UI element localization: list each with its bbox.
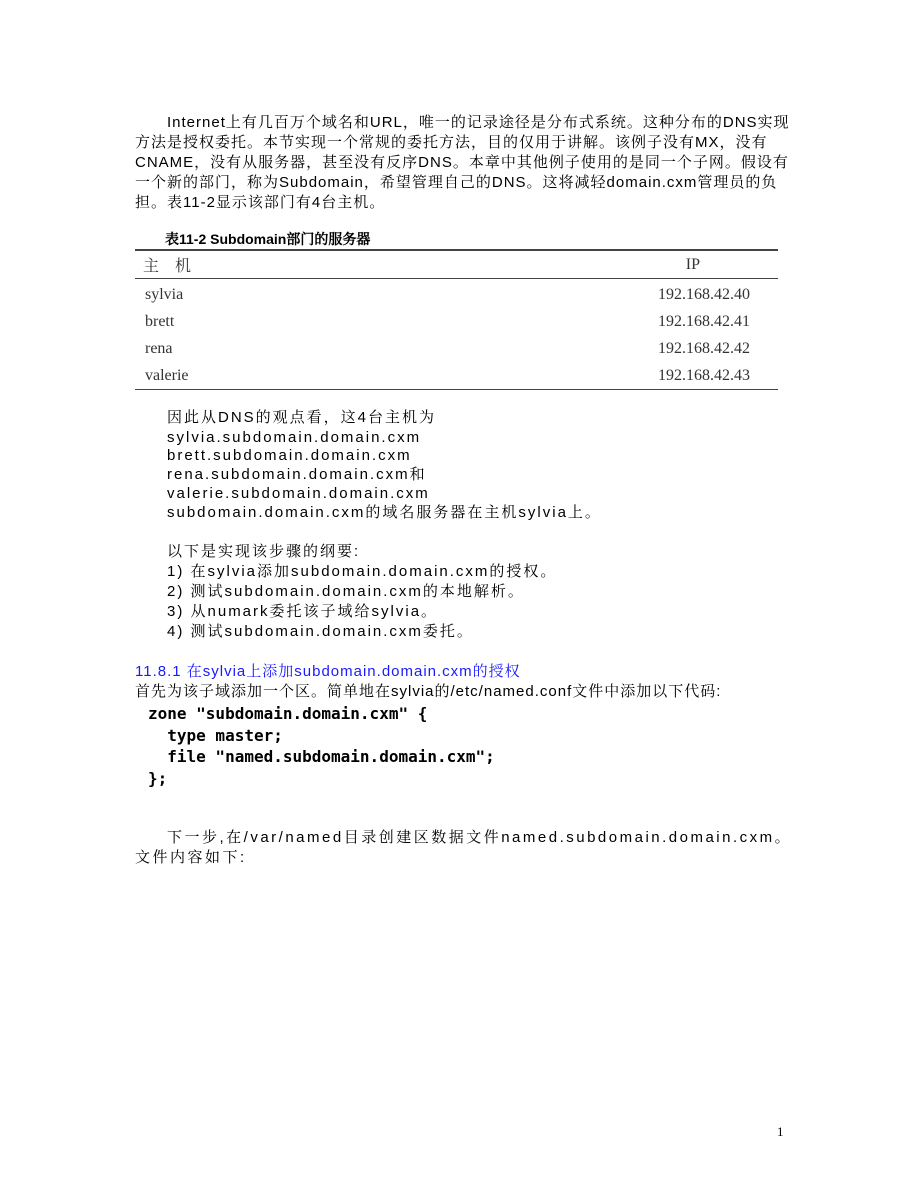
dns-line: brett.subdomain.domain.cxm [167,447,412,464]
ip-cell: 192.168.42.41 [658,312,750,330]
dns-line: 因此从DNS的观点看，这4台主机为 [167,409,437,426]
table-row [135,362,778,390]
step-line: 以下是实现该步骤的纲要: [167,543,361,560]
dns-line: sylvia.subdomain.domain.cxm [167,429,422,446]
table-caption: 表11-2 Subdomain部门的服务器 [165,231,371,247]
ip-cell: 192.168.42.40 [658,285,750,303]
code-line: type master; [148,726,283,745]
step-line: 4) 测试subdomain.domain.cxm委托。 [167,623,474,640]
code-line: file "named.subdomain.domain.cxm"; [148,747,495,766]
code-line: }; [148,769,168,788]
paragraph: 下一步,在/var/named目录创建区数据文件named.subdomain.domain.cxm。文件内容如下: [135,829,793,866]
table-header [135,249,778,279]
table-row [135,308,778,335]
step-line: 3) 从numark委托该子域给sylvia。 [167,603,439,620]
intro-paragraph: Internet上有几百万个域名和URL，唯一的记录途径是分布式系统。这种分布的DNS实现方法是授权委托。本节实现一个常规的委托方法，目的仅用于讲解。该例子没有MX，没有CNAME，没有从服务器，甚至没有反序DNS。本章中其他例子使用的是同一个子网。假设有一个新的部门，称为Subdomain，希望管理自己的DNS。这将减轻domain.cxm管理员的负担。表11-2显示该部门有4台主机。 [135,114,790,211]
dns-line: rena.subdomain.domain.cxm和 [167,466,427,483]
paragraph: 首先为该子域添加一个区。简单地在sylvia的/etc/named.conf文件中添加以下代码: [135,683,722,700]
step-line: 2) 测试subdomain.domain.cxm的本地解析。 [167,583,525,600]
table-row [135,335,778,362]
table-row [135,281,778,308]
dns-line: subdomain.domain.cxm的域名服务器在主机sylvia上。 [167,504,602,521]
host-cell: valerie [145,366,189,384]
ip-cell: 192.168.42.43 [658,366,750,384]
page-number: 1 [777,1124,784,1139]
hosts-table [135,249,778,390]
step-line: 1) 在sylvia添加subdomain.domain.cxm的授权。 [167,563,558,580]
header-ip: IP [685,255,700,273]
header-host: 主 机 [143,258,192,275]
host-cell: sylvia [145,285,184,303]
host-cell: rena [145,339,173,357]
code-line: zone "subdomain.domain.cxm" { [148,704,428,723]
host-cell: brett [145,312,175,330]
ip-cell: 192.168.42.42 [658,339,750,357]
dns-line: valerie.subdomain.domain.cxm [167,485,430,502]
section-heading: 11.8.1 在sylvia上添加subdomain.domain.cxm的授权 [135,663,521,680]
